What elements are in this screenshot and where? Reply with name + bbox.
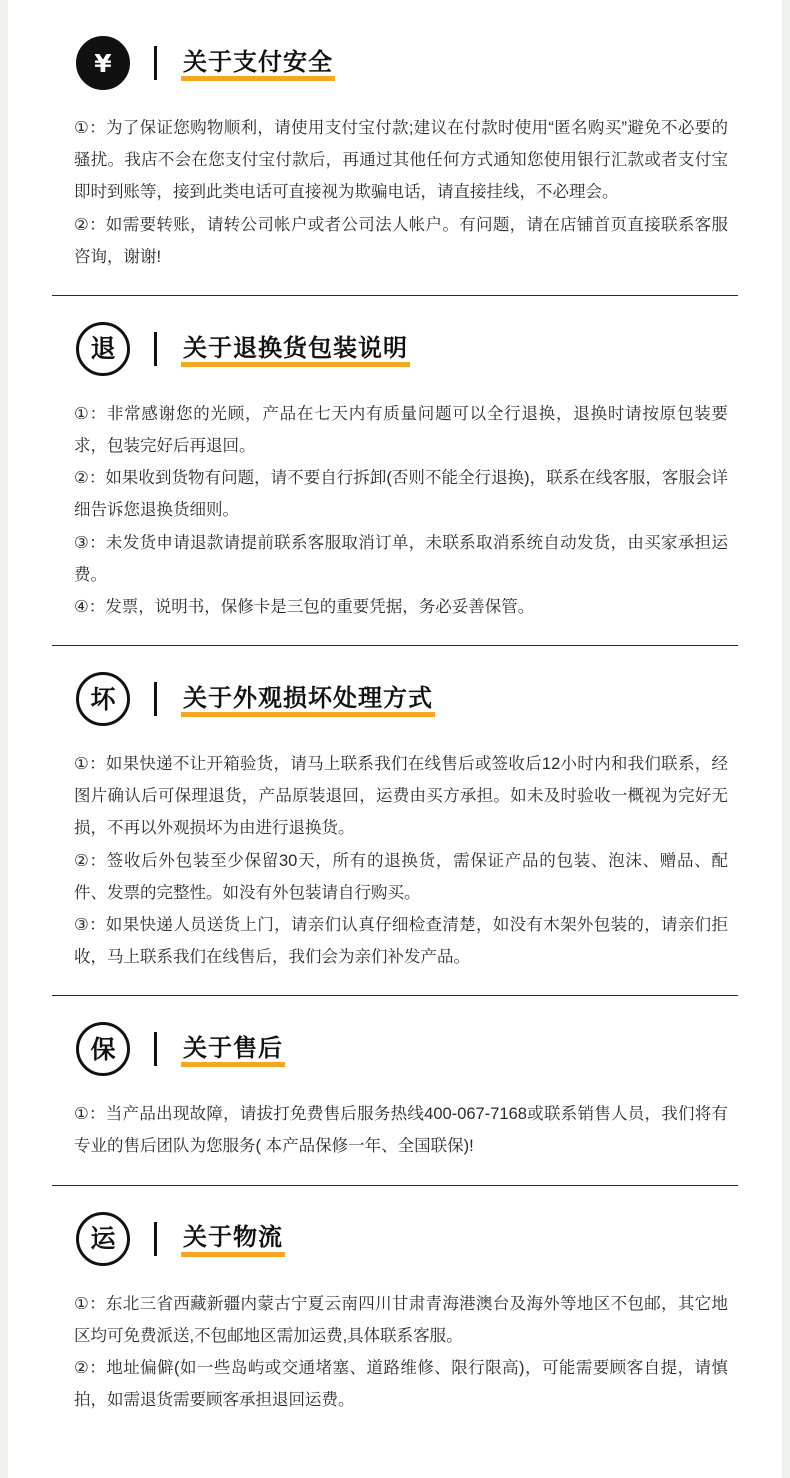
paragraph: ①：非常感谢您的光顾，产品在七天内有质量问题可以全行退换，退换时请按原包装要求，包装完好后再退回。 — [74, 404, 728, 456]
section-title-text: 关于售后 — [183, 1035, 283, 1063]
section-title-text: 关于物流 — [183, 1224, 283, 1252]
badge-label: 退 — [90, 334, 116, 364]
page-content — [52, 0, 738, 1478]
paragraph: ①：为了保证您购物顺利，请使用支付宝付款;建议在付款时使用“匿名购买”避免不必要的骚扰。我店不会在您支付宝付款后，再通过其他任何方式通知您使用银行汇款或者支付宝即时到账等，接到此类电话可直接视为欺骗电话，请直接挂线，不必理会。 — [74, 119, 728, 202]
section-title — [181, 686, 435, 712]
section-after-sales — [52, 995, 738, 1184]
section-title-text: 关于支付安全 — [183, 48, 333, 76]
section-appearance-damage — [52, 645, 738, 995]
header-divider — [154, 332, 157, 366]
badge-label: 运 — [90, 1224, 116, 1254]
paragraph: ③：未发货申请退款请提前联系客服取消订单，未联系取消系统自动发货，由买家承担运费。 — [74, 533, 728, 584]
yen-currency-icon — [76, 36, 130, 90]
paragraph: ②：签收后外包装至少保留30天，所有的退换货，需保证产品的包装、泡沫、赠品、配件、发票的完整性。如没有外包装请自行购买。 — [74, 851, 728, 902]
section-title-text: 关于外观损坏处理方式 — [183, 684, 433, 712]
section-title — [181, 1036, 285, 1062]
section-logistics — [52, 1185, 738, 1439]
section-header — [52, 1212, 738, 1266]
paragraph: ③：如果快递人员送货上门，请亲们认真仔细检查清楚，如没有木架外包装的，请亲们拒收，马上联系我们在线售后，我们会为亲们补发产品。 — [74, 915, 728, 967]
section-header — [52, 1022, 738, 1076]
badge-label: 保 — [90, 1034, 116, 1064]
warranty-badge-icon — [76, 1022, 130, 1076]
section-header — [52, 672, 738, 726]
section-body — [52, 112, 738, 273]
return-badge-icon — [76, 322, 130, 376]
paragraph: ①：东北三省西藏新疆内蒙古宁夏云南四川甘肃青海港澳台及海外等地区不包邮，其它地区均可免费派送,不包邮地区需加运费,具体联系客服。 — [74, 1294, 728, 1345]
section-body — [52, 748, 738, 973]
badge-label: ¥ — [94, 48, 112, 78]
section-title-text: 关于退换货包装说明 — [183, 334, 408, 362]
section-body — [52, 1288, 738, 1417]
shipping-badge-icon — [76, 1212, 130, 1266]
section-title — [181, 50, 335, 76]
paragraph: ①：如果快递不让开箱验货，请马上联系我们在线售后或签收后12小时内和我们联系，经图片确认后可保理退货，产品原装退回，运费由买方承担。如未及时验收一概视为完好无损，不再以外观损坏为由进行退换货。 — [74, 755, 728, 838]
paragraph: ①：当产品出现故障，请拔打免费售后服务热线400-067-7168或联系销售人员，我们将有专业的售后团队为您服务( 本产品保修一年、全国联保)! — [74, 1105, 728, 1156]
badge-label: 坏 — [90, 684, 116, 714]
header-divider — [154, 1222, 157, 1256]
header-divider — [154, 46, 157, 80]
paragraph: ②：地址偏僻(如一些岛屿或交通堵塞、道路维修、限行限高)，可能需要顾客自提，请慎拍，如需退货需要顾客承担退回运费。 — [74, 1358, 728, 1410]
section-title — [181, 1225, 285, 1251]
section-body — [52, 1098, 738, 1162]
header-divider — [154, 1032, 157, 1066]
section-header — [52, 322, 738, 376]
section-payment-security — [52, 36, 738, 295]
paragraph: ②：如果收到货物有问题，请不要自行拆卸(否则不能全行退换)，联系在线客服，客服会详细告诉您退换货细则。 — [74, 469, 728, 520]
section-return-packaging — [52, 295, 738, 645]
section-body — [52, 398, 738, 623]
header-divider — [154, 682, 157, 716]
section-title — [181, 336, 410, 362]
section-header — [52, 36, 738, 90]
damage-badge-icon — [76, 672, 130, 726]
paragraph: ②：如需要转账，请转公司帐户或者公司法人帐户。有问题，请在店铺首页直接联系客服咨询，谢谢! — [74, 215, 728, 266]
paragraph: ④：发票，说明书，保修卡是三包的重要凭据，务必妥善保管。 — [74, 597, 535, 616]
